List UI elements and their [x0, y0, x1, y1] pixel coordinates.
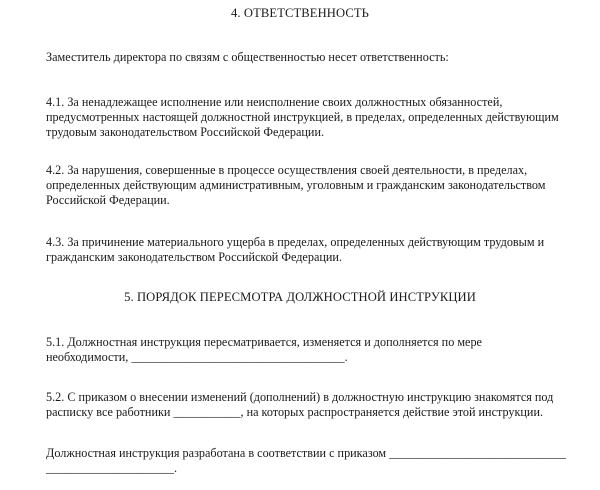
clause-4-2-line: Российской Федерации.	[46, 193, 170, 207]
clause-4-3	[46, 235, 582, 265]
clause-4-3-line: гражданским законодательством Российской Федерации.	[46, 250, 342, 264]
clause-4-1-line: 4.1. За ненадлежащее исполнение или неисполнение своих должностных обязанностей,	[46, 95, 503, 109]
clause-4-1	[46, 95, 582, 140]
clause-5-1	[46, 335, 582, 365]
clause-4-1-line: трудовым законодательством Российской Федерации.	[46, 125, 325, 139]
clause-4-2-line: определенных действующим административным, уголовным и гражданским законодательством	[46, 178, 546, 192]
development-note	[46, 446, 582, 476]
section-4-intro: Заместитель директора по связям с общественностью несет ответственность:	[46, 50, 449, 64]
clause-5-2-line: 5.2. С приказом о внесении изменений (дополнений) в должностную инструкцию знакомятся под	[46, 390, 554, 404]
clause-4-2-line: 4.2. За нарушения, совершенные в процессе осуществления своей деятельности, в пределах,	[46, 163, 528, 177]
clause-5-2-line: расписку все работники ___________, на которых распространяется действие этой инструкции.	[46, 405, 544, 419]
development-note-line: Должностная инструкция разработана в соответствии с приказом _____________________________	[46, 446, 566, 460]
section-5-heading: 5. ПОРЯДОК ПЕРЕСМОТРА ДОЛЖНОСТНОЙ ИНСТРУКЦИИ	[124, 290, 476, 304]
clause-4-3-line: 4.3. За причинение материального ущерба в пределах, определенных действующим трудовым и	[46, 235, 545, 249]
clause-4-1-line: предусмотренных настоящей должностной инструкцией, в пределах, определенных действующим	[46, 110, 559, 124]
clause-5-1-line: необходимости, ___________________________________.	[46, 350, 348, 364]
section-4-heading: 4. ОТВЕТСТВЕННОСТЬ	[231, 6, 369, 20]
clause-5-1-line: 5.1. Должностная инструкция пересматривается, изменяется и дополняется по мере	[46, 335, 482, 349]
clause-4-2	[46, 163, 582, 208]
clause-5-2	[46, 390, 582, 420]
development-note-line: _____________________.	[46, 461, 178, 475]
